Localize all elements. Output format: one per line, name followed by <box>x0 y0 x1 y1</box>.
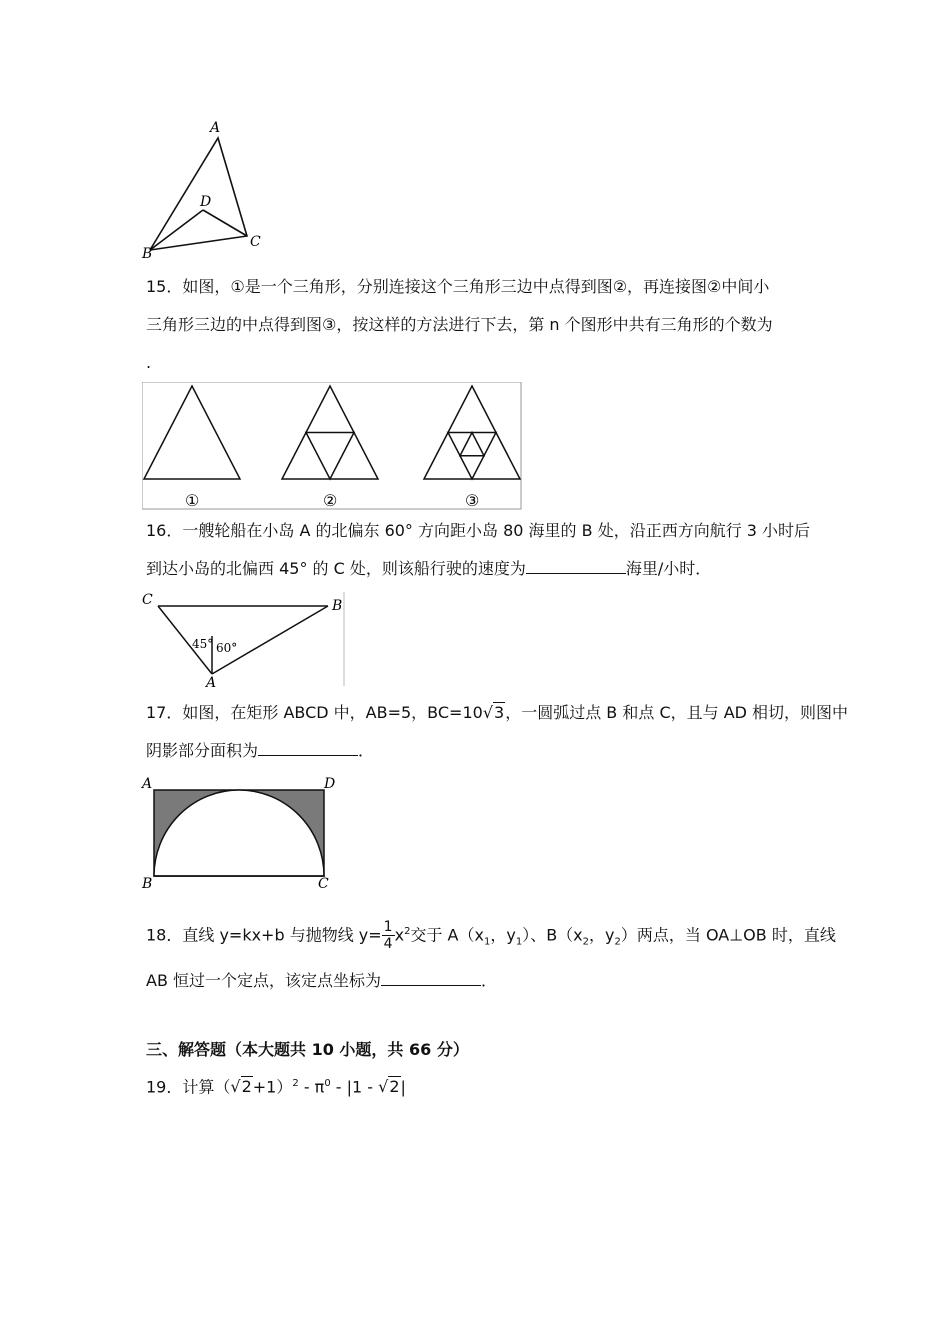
q15-line2: 三角形三边的中点得到图③，按这样的方法进行下去，第 n 个图形中共有三角形的个数为 <box>146 315 773 334</box>
q16-line1: 16．一艘轮船在小岛 A 的北偏东 60° 方向距小岛 80 海里的 B 处，沿正西方向航行 3 小时后 <box>146 521 811 540</box>
angle-45: 45° <box>192 637 214 651</box>
q17-line2 <box>146 739 374 762</box>
q17-line1-a: 17．如图，在矩形 ABCD 中，AB=5，BC=10 <box>146 703 483 722</box>
label-A: A <box>206 675 217 688</box>
sqrt-2-a: √2 <box>230 1077 252 1097</box>
answer-blank-q18 <box>381 969 481 986</box>
label-B: B <box>142 876 153 892</box>
q18-sub2: 1 <box>515 936 523 948</box>
figure-q15-triangles <box>142 382 522 510</box>
q17-line2-b: ． <box>358 741 375 760</box>
fig-label-1: ① <box>185 491 200 510</box>
q19-part-d: - |1 - <box>330 1077 379 1097</box>
section-3-title: 三、解答题（本大题共 10 小题，共 66 分） <box>146 1040 469 1059</box>
figure-q16-ship <box>140 590 346 688</box>
q18-part-d: ，y <box>490 925 516 945</box>
q18-line2 <box>146 969 497 992</box>
label-C: C <box>318 876 329 892</box>
figure-q14-triangle <box>140 118 270 260</box>
figure-q17-rectangle-arc <box>140 772 340 892</box>
q19-exp: 2 <box>292 1078 299 1089</box>
angle-60: 60° <box>216 641 238 655</box>
fraction-1-4: $\frac{1}{4}$ <box>383 919 393 953</box>
q18-exp: 2 <box>404 926 411 937</box>
sqrt-3: √3 <box>482 703 505 722</box>
q19-exp0: 0 <box>324 1078 331 1089</box>
q18-sub3: 2 <box>582 936 590 948</box>
q17-line2-a: 阴影部分面积为 <box>146 741 259 760</box>
label-B: B <box>142 246 153 260</box>
q18-part-c: 交于 A（x <box>410 925 484 945</box>
label-D: D <box>324 776 336 792</box>
q18-part-a: 18．直线 y=kx+b 与抛物线 y= <box>146 925 382 945</box>
q18-sub4: 2 <box>614 936 621 948</box>
q16-line2 <box>146 557 711 580</box>
label-A: A <box>210 120 221 136</box>
q16-line2-a: 到达小岛的北偏西 45° 的 C 处，则该船行驶的速度为 <box>146 559 526 578</box>
label-B: B <box>332 598 343 614</box>
q19-part-e: | <box>400 1077 406 1097</box>
q18-part-g: ）两点，当 OA⊥OB 时，直线 <box>620 925 836 945</box>
q18-line2-a: AB 恒过一个定点，该定点坐标为 <box>146 971 382 990</box>
q18-sub1: 1 <box>483 936 491 948</box>
q17-line1-b: ，一圆弧过点 B 和点 C，且与 AD 相切，则图中 <box>505 703 849 722</box>
label-D: D <box>200 194 212 210</box>
fig-label-3: ③ <box>465 491 480 510</box>
q15-line3: . <box>146 353 152 372</box>
q18-line1 <box>146 918 836 958</box>
fig-label-2: ② <box>323 491 338 510</box>
q19-line <box>146 1073 406 1098</box>
q16-line2-b: 海里/小时． <box>625 559 712 578</box>
answer-blank-q17 <box>258 739 358 756</box>
sqrt-2-b: √2 <box>378 1077 400 1097</box>
answer-blank-q16 <box>526 557 626 574</box>
label-A: A <box>142 776 153 792</box>
q17-line1 <box>146 702 848 724</box>
q18-part-b: x <box>394 925 405 945</box>
q19-part-a: 19．计算（ <box>146 1077 231 1097</box>
q18-part-e: ）、B（x <box>522 925 583 945</box>
q15-line1: 15．如图，①是一个三角形，分别连接这个三角形三边中点得到图②，再连接图②中间小 <box>146 277 770 296</box>
label-C: C <box>250 234 261 250</box>
q19-part-c: - π <box>298 1077 325 1097</box>
q18-part-f: ，y <box>589 925 615 945</box>
q18-line2-b: ． <box>481 971 498 990</box>
label-C: C <box>142 592 153 608</box>
q19-part-b: +1） <box>252 1077 293 1097</box>
